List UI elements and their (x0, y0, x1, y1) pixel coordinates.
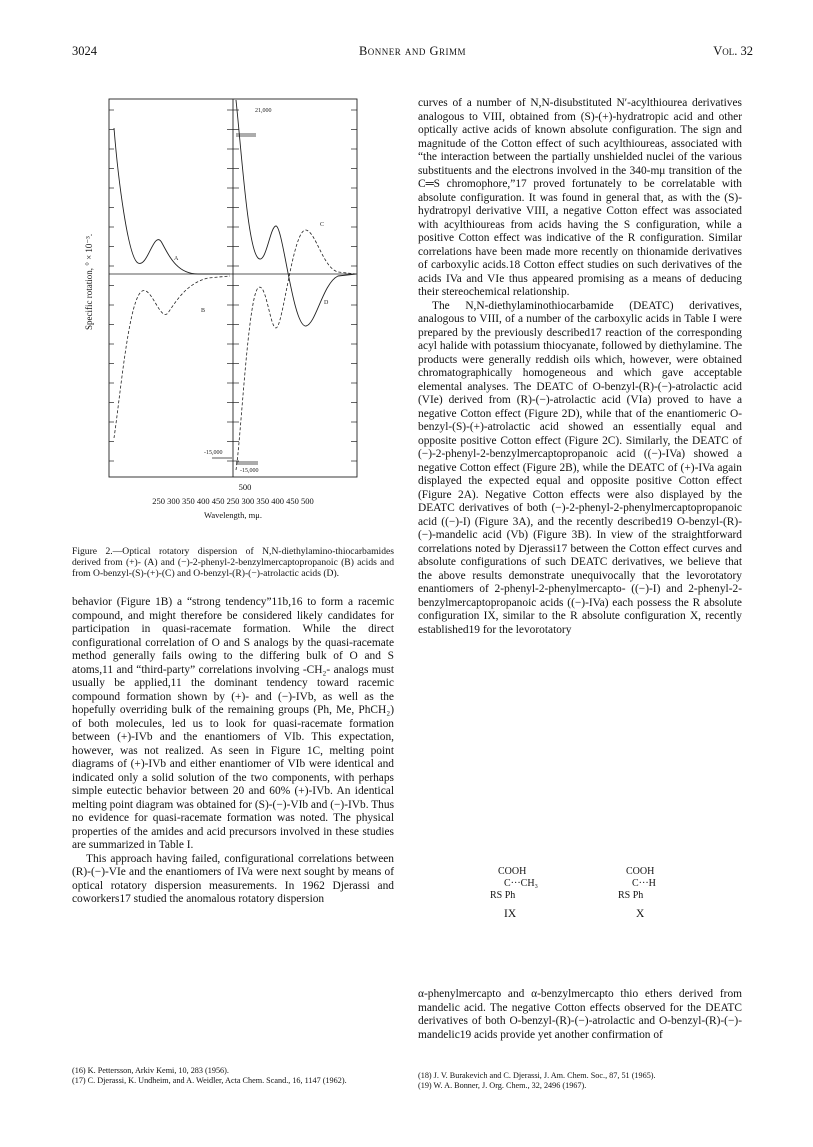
figure-caption: Figure 2.—Optical rotatory dispersion of N,N-diethylamino-thiocarbamides derived from (+)- (A) and (−)-2-phenyl-2-benzylmercaptopropanoic (B) acids and from O-benzyl-(S)-(+)-(C) and O-benzyl-(R)-(−)-atrolactic acids (D). (72, 546, 394, 579)
structure-ix-label: IX (504, 908, 517, 920)
structure-ix (484, 866, 564, 920)
right-paragraph-2: The N,N-diethylaminothiocarbamide (DEATC) derivatives, analogous to VIII, of a number of the carboxylic acids in Table I were prepared by the previously described17 reaction of the corresponding acyl halide with potassium thiocyanate, followed by diethylamine. The products were generally reddish oils which, however, were obtained chromatographically homogeneous and which gave acceptable elemental analyses. The DEATC of O-benzyl-(R)-(−)-atrolactic acid (VIe) derived from (R)-(−)-atrolactic acid (VIa) proved to have a negative Cotton effect (Figure 2D), while that of the enantiomeric O-benzyl-(S)-(+)-atrolactic acid showed an essentially equal and opposite positive Cotton effect (Figure 2C). Similarly, the DEATC of (−)-2-phenyl-2-benzylmercaptopropanoic acid ((−)-IVa) showed a negative Cotton effect (Figure 2B), while the DEATC of (+)-IVa again displayed the expected equal and opposite positive Cotton effect (Figure 2A). Negative Cotton effects were also displayed by the DEATC derivatives of both (−)-2-phenyl-2-phenylmercaptopropanoic acid ((−)-I) (Figure 3A), and the recently described19 O-benzyl-(R)-(−)-mandelic acid (Vb) (Figure 3B). In view of the straightforward correlations noted by Djerassi17 between the Cotton effect curves and absolute configurations of such DEATC derivatives, we believe that the above results demonstrate unequivocally that the levorotatory enantiomers of 2-phenyl-2-phenylmercapto- ((−)-I) and 2-phenyl-2-benzylmercaptopropanoic acids ((−)-IVa) each possess the R absolute configuration IX, similar to the R absolute configuration X, recently established19 for the levorotatory (418, 299, 742, 636)
curve-a (114, 128, 230, 274)
structure-x-top: COOH (626, 866, 655, 877)
x-axis-center-tick: 500 (238, 482, 252, 492)
running-title: Bonner and Grimm (358, 44, 467, 58)
footnote-18: (18) J. V. Burakevich and C. Djerassi, J. Am. Chem. Soc., 87, 51 (1965). (418, 1071, 656, 1080)
structure-x-bottom: RS Ph (618, 890, 644, 901)
curve-label-a: A (174, 256, 179, 262)
curve-label-d: D (324, 300, 329, 306)
curve-b (114, 276, 230, 438)
curve-label-c: C (320, 222, 325, 228)
structure-ix-top: COOH (498, 866, 527, 877)
structure-x (614, 866, 694, 920)
right-paragraph-1: curves of a number of N,N-disubstituted N′-acylthiourea derivatives analogous to VIII, obtained from (S)-(+)-hydratropic acid and other optically active acids of known absolute configuration. The sign and magnitude of the Cotton effect of such acylthioureas, associated with “the interaction between the partially unshielded nuclei of the various substituents and the electrons involved in the 340-mμ transition of the C═S chromophore,”17 proved fortunately to be correlatable with absolute configuration. It was found in general that, as with the (S)-hydratropyl derivative VIII, a negative Cotton effect was associated with acylthioureas from acids having the S configuration, while a positive Cotton effect was indicative of the R configuration. Similar correlations have been made more recently on thionamide derivatives of carboxylic acids.18 Cotton effect studies on such derivatives of the acids IVa and VIe thus appeared promising as a means of deducing their stereochemical relationship. (418, 97, 742, 298)
structure-x-label: X (636, 908, 645, 920)
right-paragraph-3: α-phenylmercapto and α-benzylmercapto thio ethers derived from mandelic acid. The negative Cotton effects observed for the DEATC derivatives of both O-benzyl-(R)-(−)-atrolactic and O-benzyl-(R)-(−)-mandelic19 acids provide yet another confirmation of (418, 988, 742, 1041)
annot-bottom-left: -15,000 (204, 450, 223, 456)
footnote-19: (19) W. A. Bonner, J. Org. Chem., 32, 2496 (1967). (418, 1081, 587, 1090)
footnote-16: (16) K. Pettersson, Arkiv Kemi, 10, 283 (1956). (72, 1066, 229, 1075)
annot-top: 21,000 (255, 108, 272, 114)
left-column (72, 596, 394, 907)
structure-ix-bottom: RS Ph (490, 890, 516, 901)
left-footnotes (72, 1066, 394, 1086)
ord-figure (108, 98, 358, 518)
left-paragraph-1: behavior (Figure 1B) a “strong tendency”11b,16 to form a racemic compound, and might therefore be considered likely candidates for participation in quasi-racemate formation. While the direct configurational correlation of O and S analogs by the quasi-racemate method generally fails owing to the differing bulk of O and S atoms,11 and “third-party” correlations involving -CH₂- analogs must usually be applied,11 the dominant tendency toward racemic compound formation shown by (+)- and (−)-IVb, as well as the hopefully overriding bulk of the remaining groups (Ph, Me, PhCH₂) of both molecules, led us to look for quasi-racemate formation between (+)-IVb and the enantiomers of VIb. This expectation, however, was not realized. As seen in Figure 1C, melting point diagrams of (+)-IVb and either enantiomer of VIb were identical and indicated only a solid solution of the two components, with perhaps simple eutectic behavior between 20 and 60% (+)-IVb. An identical melting point diagram was obtained for (S)-(−)-VIb and (−)-IVb. Thus no evidence for quasi-racemate formation was noted. The physical properties of the amides and acid precursors involved in these studies are summarized in Table I. (72, 596, 395, 851)
footnote-17: (17) C. Djerassi, K. Undheim, and A. Weidler, Acta Chem. Scand., 16, 1147 (1962). (72, 1076, 347, 1085)
running-header (72, 44, 753, 62)
x-axis-title: Wavelength, mμ. (204, 510, 262, 520)
right-footnotes (418, 1071, 742, 1091)
right-column-continued (418, 988, 742, 1042)
structure-x-mid: C···H (632, 878, 656, 889)
volume-label: Vol. 32 (713, 44, 753, 58)
curve-label-b: B (201, 308, 206, 314)
structure-ix-mid: C···CH₃ (504, 878, 539, 889)
curve-c (236, 230, 356, 470)
right-column (418, 97, 742, 637)
page-number: 3024 (72, 44, 97, 58)
y-ticks (108, 106, 357, 466)
annot-bottom-right: -15,000 (240, 468, 259, 474)
left-paragraph-2: This approach having failed, configurational correlations between (R)-(−)-VIe and the enantiomers of IVa were next sought by means of optical rotatory dispersion measurements. In 1962 Djerassi and coworkers17 studied the anomalous rotatory dispersion (72, 852, 394, 905)
x-axis-ticks: 250 300 350 400 450 250 300 350 400 450 500 (152, 496, 314, 506)
y-axis-label: Specific rotation, ° × 10⁻³. (84, 233, 94, 330)
